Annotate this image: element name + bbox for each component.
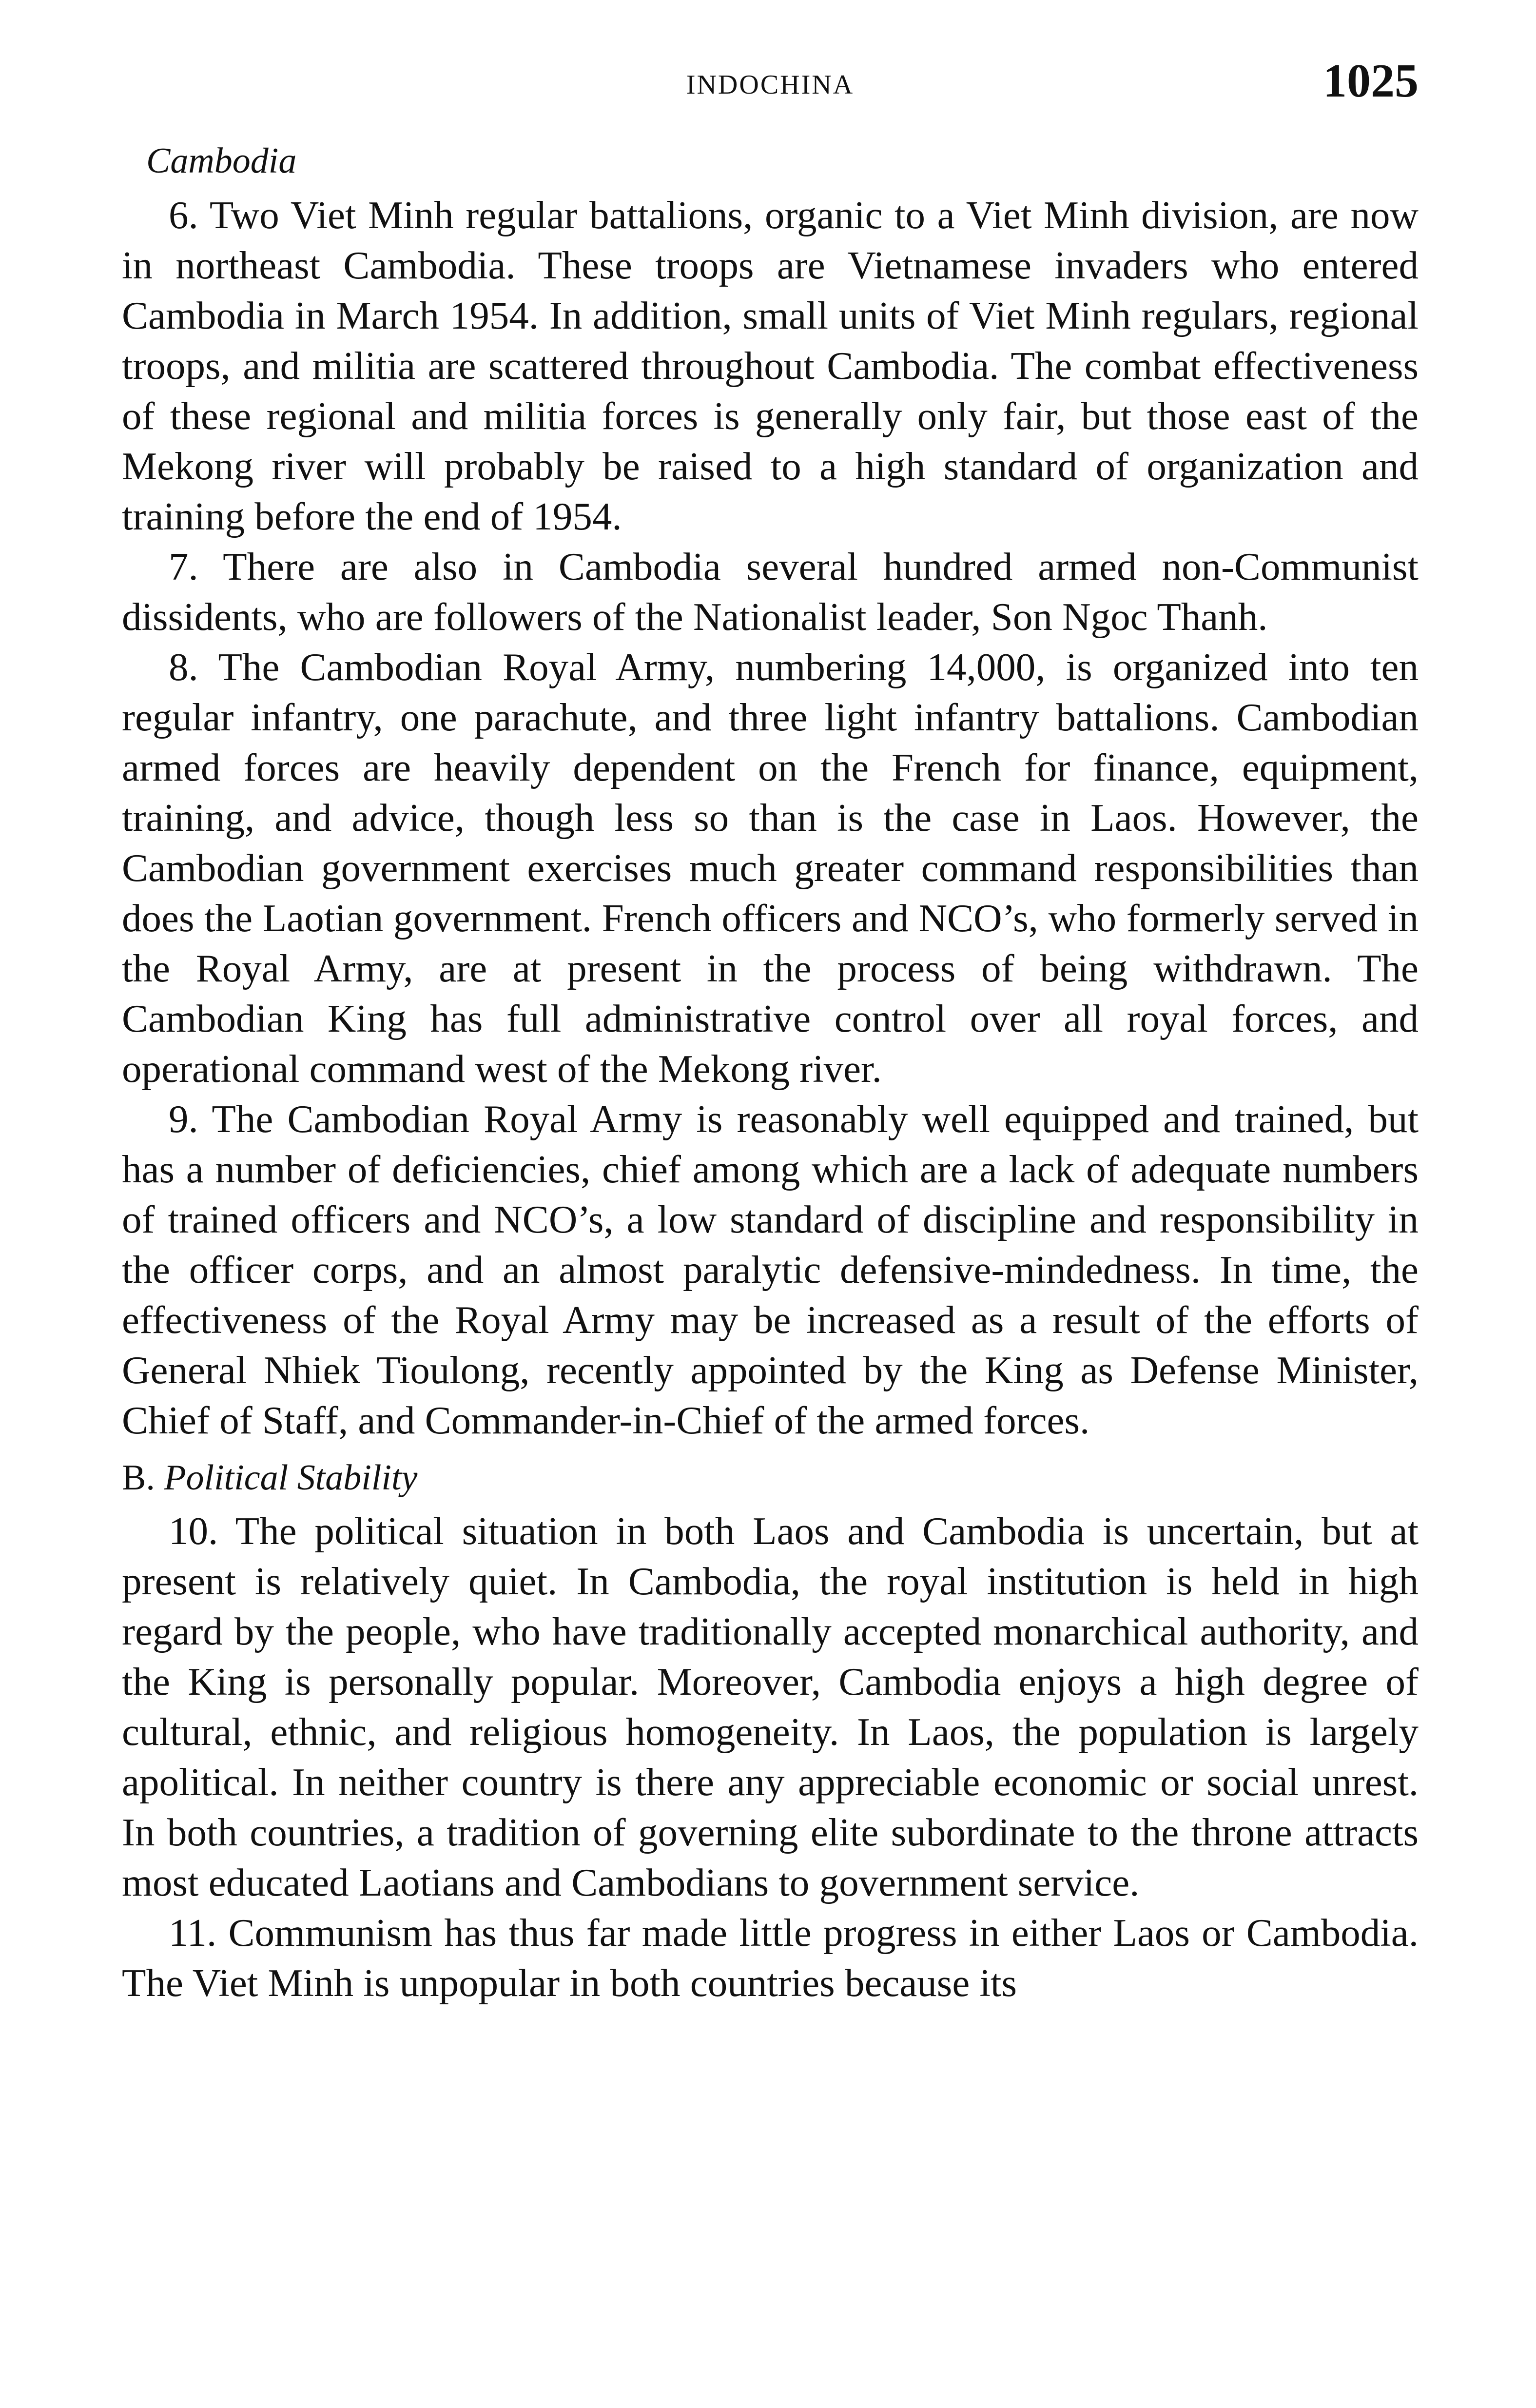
section-letter: B.	[122, 1458, 155, 1498]
running-title: INDOCHINA	[686, 70, 855, 100]
document-page	[122, 54, 1419, 2008]
paragraph-6: 6. Two Viet Minh regular battalions, organic to a Viet Minh division, are now in northeast Cambodia. These troops are Vietnamese invaders who entered Cambodia in March 1954. In addition, small units of Viet Minh regulars, regional troops, and militia are scattered throughout Cambodia. The combat effectiveness of these regional and militia forces is generally only fair, but those east of the Mekong river will probably be raised to a high standard of organization and training before the end of 1954.	[122, 193, 1419, 538]
page-number: 1025	[1323, 55, 1419, 107]
section-heading-political-stability	[122, 1453, 1419, 1502]
paragraph-10: 10. The political situation in both Laos and Cambodia is uncertain, but at present is relatively quiet. In Cambodia, the royal institution is held in high regard by the people, who have traditionally accepted monarchical authority, and the King is personally popular. Moreover, Cambodia enjoys a high degree of cultural, ethnic, and religious homogeneity. In Laos, the population is largely apolitical. In neither country is there any appreciable economic or social unrest. In both countries, a tradition of governing elite subordinate to the throne attracts most educated Laotians and Cambodians to government service.	[122, 1509, 1419, 1904]
paragraph-7: 7. There are also in Cambodia several hundred armed non-Communist dissidents, who are followers of the Nationalist leader, Son Ngoc Thanh.	[122, 545, 1419, 639]
paragraph-11: 11. Communism has thus far made little progress in either Laos or Cambodia. The Viet Minh is unpopular in both countries because its	[122, 1911, 1419, 2005]
paragraph-9: 9. The Cambodian Royal Army is reasonably well equipped and trained, but has a number of deficiencies, chief among which are a lack of adequate numbers of trained officers and NCO’s, a low standard of discipline and responsibility in the officer corps, and an almost paralytic defensive-mindedness. In time, the effectiveness of the Royal Army may be increased as a result of the efforts of General Nhiek Tioulong, recently appointed by the King as Defense Minister, Chief of Staff, and Commander-in-Chief of the armed forces.	[122, 1097, 1419, 1442]
running-header	[122, 54, 1419, 117]
subsection-heading-cambodia: Cambodia	[146, 141, 297, 181]
section-title: Political Stability	[164, 1458, 418, 1498]
paragraph-8: 8. The Cambodian Royal Army, numbering 14,000, is organized into ten regular infantry, one parachute, and three light infantry battalions. Cambodian armed forces are heavily dependent on the French for finance, equipment, training, and advice, though less so than is the case in Laos. However, the Cambodian government exercises much greater command responsibilities than does the Laotian government. French officers and NCO’s, who formerly served in the Royal Army, are at present in the process of being withdrawn. The Cambodian King has full administrative control over all royal forces, and operational command west of the Mekong river.	[122, 645, 1419, 1091]
